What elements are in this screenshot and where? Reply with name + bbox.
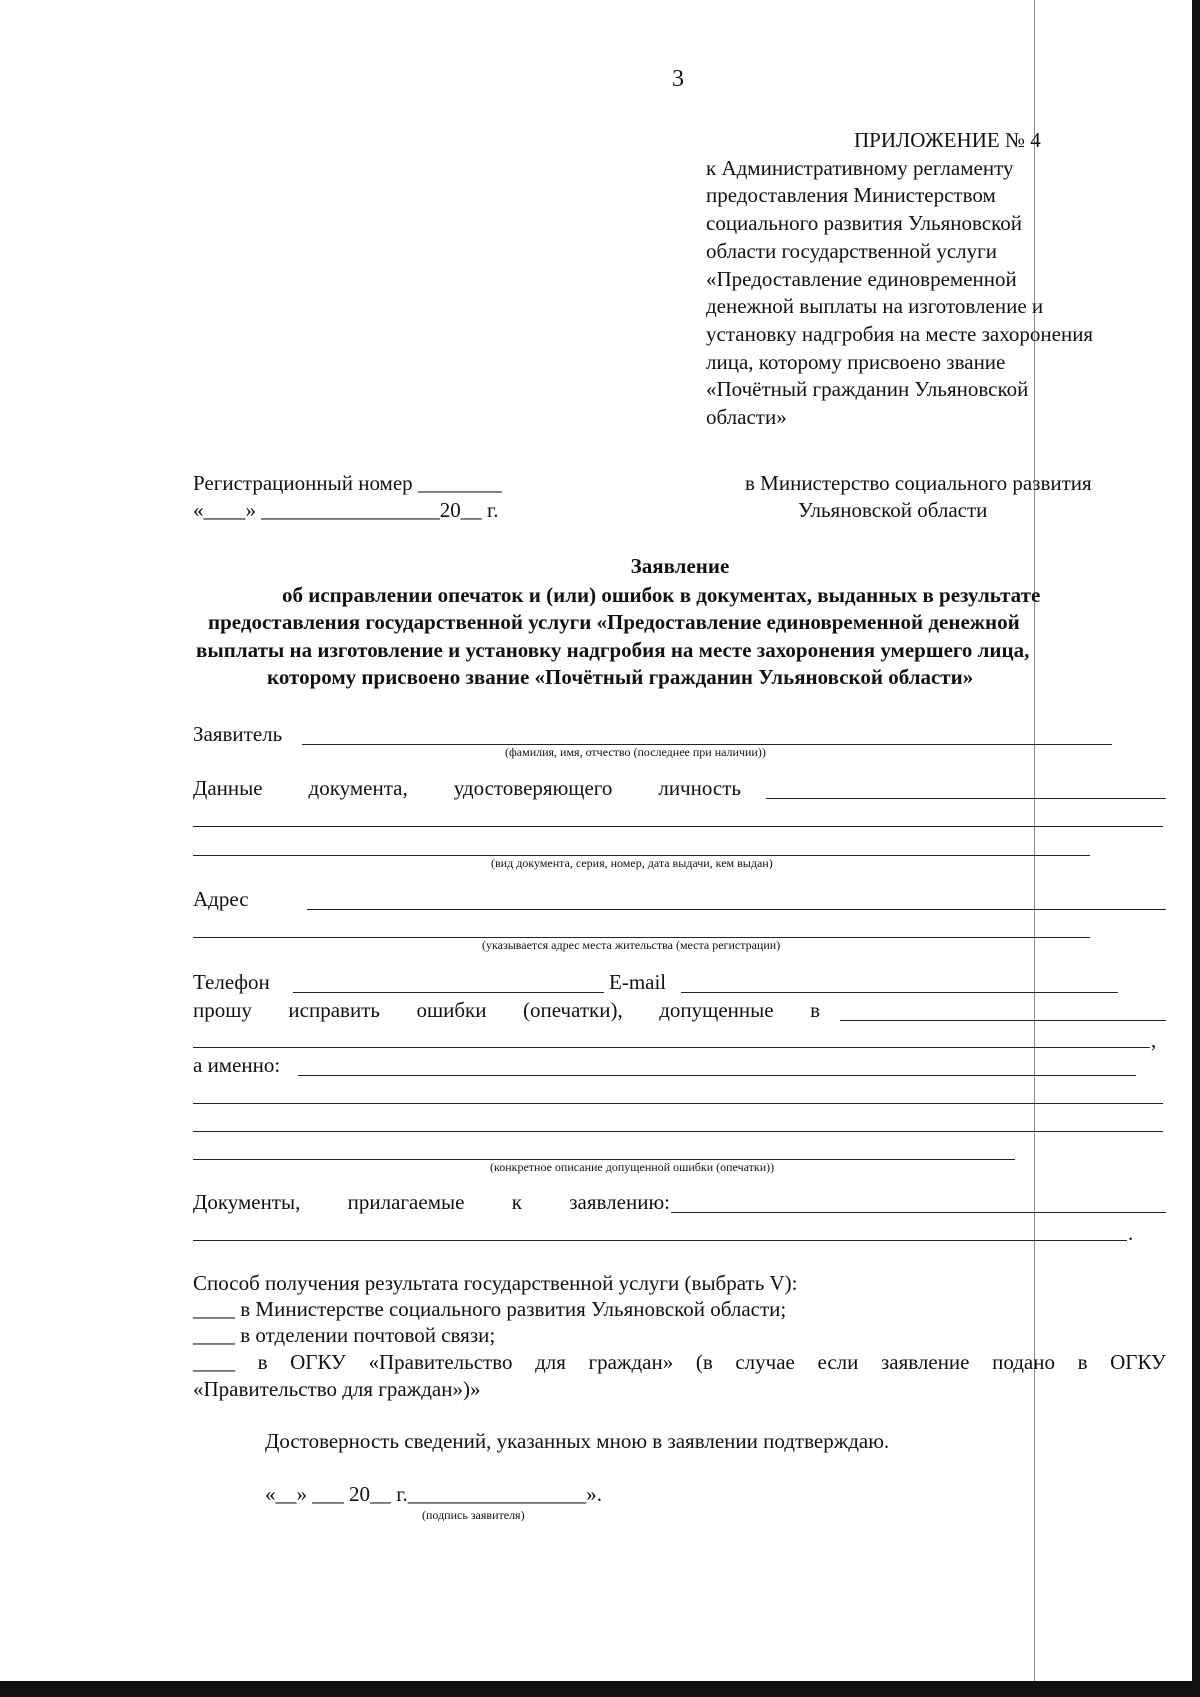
heading-line: предоставления государственной услуги «Предоставление единовременной денежной	[208, 610, 1020, 634]
delivery-option-2-text: в отделении почтовой связи;	[240, 1323, 496, 1347]
scan-bottom-bar	[0, 1681, 1200, 1697]
request-word: (опечатки),	[523, 998, 623, 1022]
heading-line: об исправлении опечаток и (или) ошибок в документах, выданных в результате	[282, 583, 1041, 607]
appendix-block	[706, 127, 1093, 432]
id-doc-line-2[interactable]	[193, 826, 1163, 827]
phone-label: Телефон	[193, 970, 270, 994]
request-line[interactable]	[840, 1020, 1166, 1021]
request-word: допущенные	[659, 998, 774, 1022]
addressee-line1: в Министерство социального развития	[745, 471, 1092, 495]
delivery-option-3-word: «Правительство	[368, 1350, 513, 1374]
request-word: прошу	[193, 998, 252, 1022]
id-doc-label	[193, 775, 741, 802]
delivery-option-2[interactable]	[193, 1322, 495, 1349]
heading-line: выплаты на изготовление и установку надгробия на месте захоронения умершего лица,	[196, 638, 1030, 662]
attached-word: Документы,	[193, 1190, 301, 1214]
delivery-option-1-text: в Министерстве социального развития Ульяновской области;	[240, 1297, 787, 1321]
applicant-hint: (фамилия, имя, отчество (последнее при наличии))	[505, 745, 766, 759]
heading-title: Заявление	[630, 554, 730, 578]
address-hint: (указывается адрес места жительства (места регистрации)	[482, 938, 781, 952]
appendix-line: к Административному регламенту	[706, 155, 1014, 180]
signature-hint: (подпись заявителя)	[422, 1508, 525, 1522]
id-doc-word: Данные	[193, 776, 263, 800]
request-label	[193, 997, 820, 1024]
phone-line[interactable]	[293, 992, 604, 993]
delivery-option-3-word: в	[257, 1350, 268, 1374]
delivery-option-1[interactable]	[193, 1296, 786, 1323]
attached-word: к	[511, 1190, 522, 1214]
appendix-line: предоставления Министерством	[706, 183, 996, 208]
namely-line-2[interactable]	[193, 1103, 1163, 1104]
error-hint: (конкретное описание допущенной ошибки (опечатки))	[490, 1160, 775, 1174]
checkbox-blank[interactable]: ____	[193, 1350, 235, 1374]
attached-word: заявлению:	[569, 1190, 670, 1214]
appendix-line: области»	[706, 405, 787, 430]
registration-date: «____» _________________20__ г.	[193, 498, 499, 522]
page-number: 3	[672, 66, 684, 92]
delivery-title: Способ получения результата государственной услуги (выбрать V):	[193, 1271, 798, 1295]
request-word: ошибки	[416, 998, 487, 1022]
addressee-line2: Ульяновской области	[798, 498, 988, 522]
id-doc-hint: (вид документа, серия, номер, дата выдачи, кем выдан)	[491, 856, 773, 870]
date-signature-line[interactable]: «__» ___ 20__ г._________________».	[265, 1482, 602, 1506]
delivery-option-3-word: ОГКУ	[290, 1350, 346, 1374]
appendix-line: денежной выплаты на изготовление и	[706, 294, 1044, 319]
delivery-option-3-word: заявление	[880, 1350, 970, 1374]
delivery-option-3-cont: «Правительство для граждан»)»	[193, 1377, 481, 1401]
request-word: в	[810, 998, 820, 1022]
delivery-option-3-word: подано	[992, 1350, 1055, 1374]
namely-label: а именно:	[193, 1053, 281, 1077]
namely-line-3[interactable]	[193, 1131, 1163, 1132]
delivery-option-3[interactable]	[193, 1349, 1166, 1376]
id-doc-word: документа,	[308, 776, 408, 800]
email-line[interactable]	[681, 992, 1118, 993]
appendix-line: «Почётный гражданин Ульяновской	[706, 377, 1029, 402]
appendix-line: социального развития Ульяновской	[706, 211, 1022, 236]
appendix-line: «Предоставление единовременной	[706, 266, 1017, 291]
delivery-option-3-word: граждан»	[588, 1350, 674, 1374]
request-word: исправить	[288, 998, 380, 1022]
id-doc-word: удостоверяющего	[453, 776, 613, 800]
delivery-option-3-word: ОГКУ	[1110, 1350, 1166, 1374]
registration-number: Регистрационный номер ________	[193, 471, 502, 495]
delivery-option-3-word: если	[817, 1350, 859, 1374]
address-label: Адрес	[193, 887, 249, 911]
attached-word: прилагаемые	[347, 1190, 465, 1214]
request-line-2[interactable]	[193, 1047, 1150, 1048]
delivery-option-3-word: случае	[735, 1350, 795, 1374]
attached-line-2[interactable]	[193, 1240, 1127, 1241]
appendix-line: установку надгробия на месте захоронения	[706, 321, 1094, 346]
appendix-line: области государственной услуги	[706, 238, 998, 263]
delivery-option-3-word: (в	[695, 1350, 713, 1374]
applicant-label: Заявитель	[193, 722, 283, 746]
checkbox-blank[interactable]: ____	[193, 1323, 235, 1347]
scan-edge	[1192, 0, 1200, 1697]
namely-line[interactable]	[298, 1075, 1136, 1076]
heading-line: которому присвоено звание «Почётный гражданин Ульяновской области»	[267, 665, 974, 689]
delivery-option-3-word: для	[535, 1350, 566, 1374]
id-doc-line[interactable]	[766, 798, 1166, 799]
delivery-option-3-word: в	[1077, 1350, 1088, 1374]
period: .	[1128, 1221, 1134, 1245]
appendix-title: ПРИЛОЖЕНИЕ № 4	[854, 128, 1041, 152]
appendix-line: лица, которому присвоено звание	[706, 349, 1006, 374]
checkbox-blank[interactable]: ____	[193, 1297, 235, 1321]
id-doc-word: личность	[658, 776, 741, 800]
email-label: E-mail	[609, 970, 667, 994]
confirmation-text: Достоверность сведений, указанных мною в заявлении подтверждаю.	[265, 1429, 890, 1453]
attached-line[interactable]	[671, 1212, 1166, 1213]
address-line[interactable]	[307, 909, 1166, 910]
comma: ,	[1151, 1028, 1157, 1052]
attached-label	[193, 1189, 670, 1216]
